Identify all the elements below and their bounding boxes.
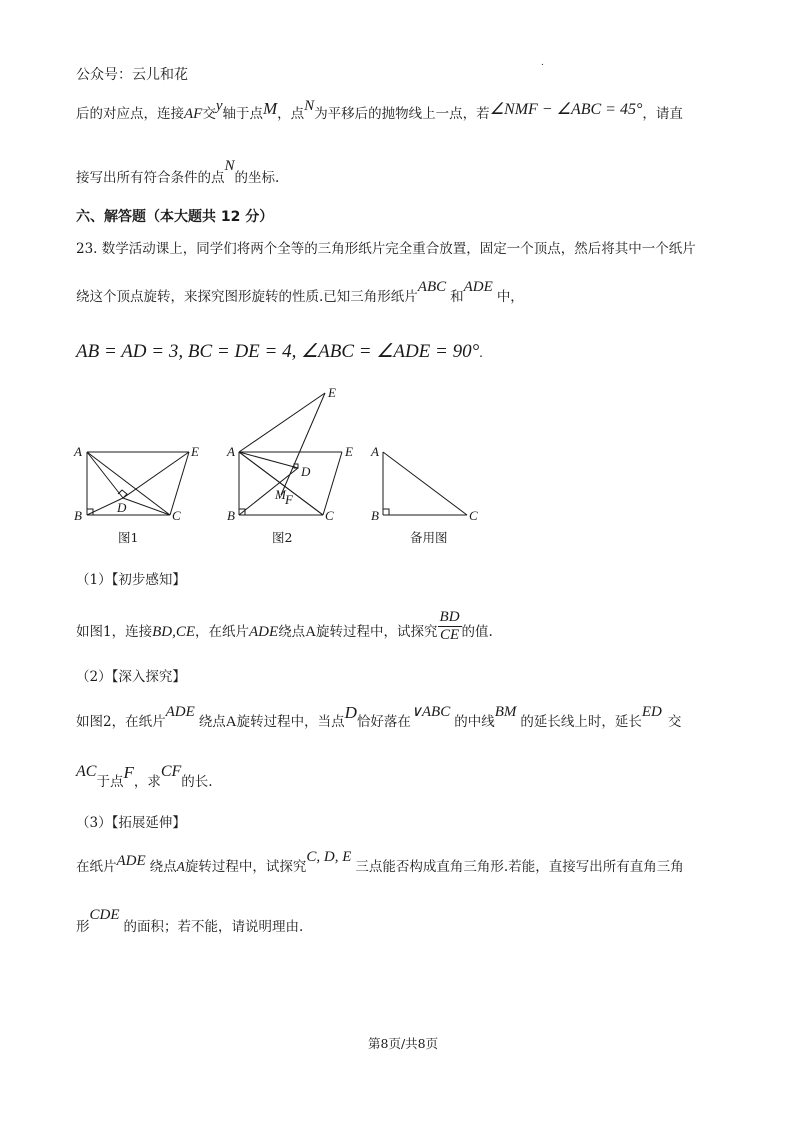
fig3-label-c: C (469, 508, 478, 523)
fig1-dc (123, 498, 170, 515)
fig2-label-f: F (285, 492, 293, 507)
page-number: 第8页/共8页 (368, 1036, 439, 1051)
part3-line2: 形CDE的面积；若不能，请说明理由. (76, 907, 304, 935)
fig2-caption: 图2 (272, 530, 293, 545)
part1-tag: （1）【初步感知】 (76, 572, 186, 588)
q22-line1: 后的对应点，连接AF交y轴于点M，点N为平移后的抛物线上一点，若∠NMF − ∠ABC = 45°，请直 (76, 98, 683, 122)
fig3-ac (383, 452, 467, 515)
fig1-ce (170, 452, 189, 515)
fig1-label-a: A (74, 444, 82, 459)
part2-tag: （2）【深入探究】 (76, 669, 186, 685)
fig2-label-d: D (301, 464, 311, 479)
figures-diagram (70, 380, 490, 550)
fig1-ac (87, 452, 170, 515)
fig1-label-c: C (172, 508, 181, 523)
fig2-label-a: A (227, 444, 235, 459)
fig3-label-a: A (371, 444, 379, 459)
fig1-caption: 图1 (118, 530, 139, 545)
fig3-right-angle-b (383, 509, 389, 515)
fig1-label-e: E (191, 444, 199, 459)
fig2-label-c: C (325, 508, 334, 523)
q23-line2: 绕这个顶点旋转，来探究图形旋转的性质.已知三角形纸片ABC和ADE中， (76, 279, 524, 305)
part3-line1: 在纸片ADE 绕点A旋转过程中，试探究C, D, E三点能否构成直角三角形.若能，直接写出所有直角三角 (76, 849, 684, 875)
q22-line2: 接写出所有符合条件的点N的坐标. (76, 158, 280, 186)
header-dot: . (541, 58, 544, 68)
q23-given: AB = AD = 3, BC = DE = 4, ∠ABC = ∠ADE = 90°. (76, 341, 483, 362)
fig1-de (123, 452, 189, 498)
fig2-label-b: B (227, 508, 235, 523)
fig2-label-m: M (275, 487, 286, 502)
section-title: 六、解答题（本大题共 12 分） (76, 209, 274, 225)
part2-line1: 如图2，在纸片ADE绕点A旋转过程中，当点D恰好落在∨ABC的中线BM的延长线上时，延长ED交 (76, 703, 682, 730)
part2-line2: AC于点F，求CF的长. (76, 763, 213, 790)
fig1-label-d: D (117, 500, 127, 515)
fig3-label-b: B (371, 508, 379, 523)
part1-text: 如图1，连接BD,CE，在纸片ADE绕点A旋转过程中，试探究 $\frac{BD}{CE}$ 的值. (76, 609, 493, 643)
header-account: 公众号：云儿和花 (76, 67, 188, 83)
part3-tag: （3）【拓展延伸】 (76, 815, 186, 831)
fig2-label-e-top: E (328, 385, 336, 400)
fig2-label-e: E (345, 444, 353, 459)
fig3-caption: 备用图 (410, 530, 448, 545)
fig1-label-b: B (74, 508, 82, 523)
q23-line1: 23. 数学活动课上，同学们将两个全等的三角形纸片完全重合放置，固定一个顶点，然后将其中一个纸片 (76, 241, 696, 257)
fig2-ce (323, 452, 342, 515)
fig2-ad (239, 452, 298, 468)
